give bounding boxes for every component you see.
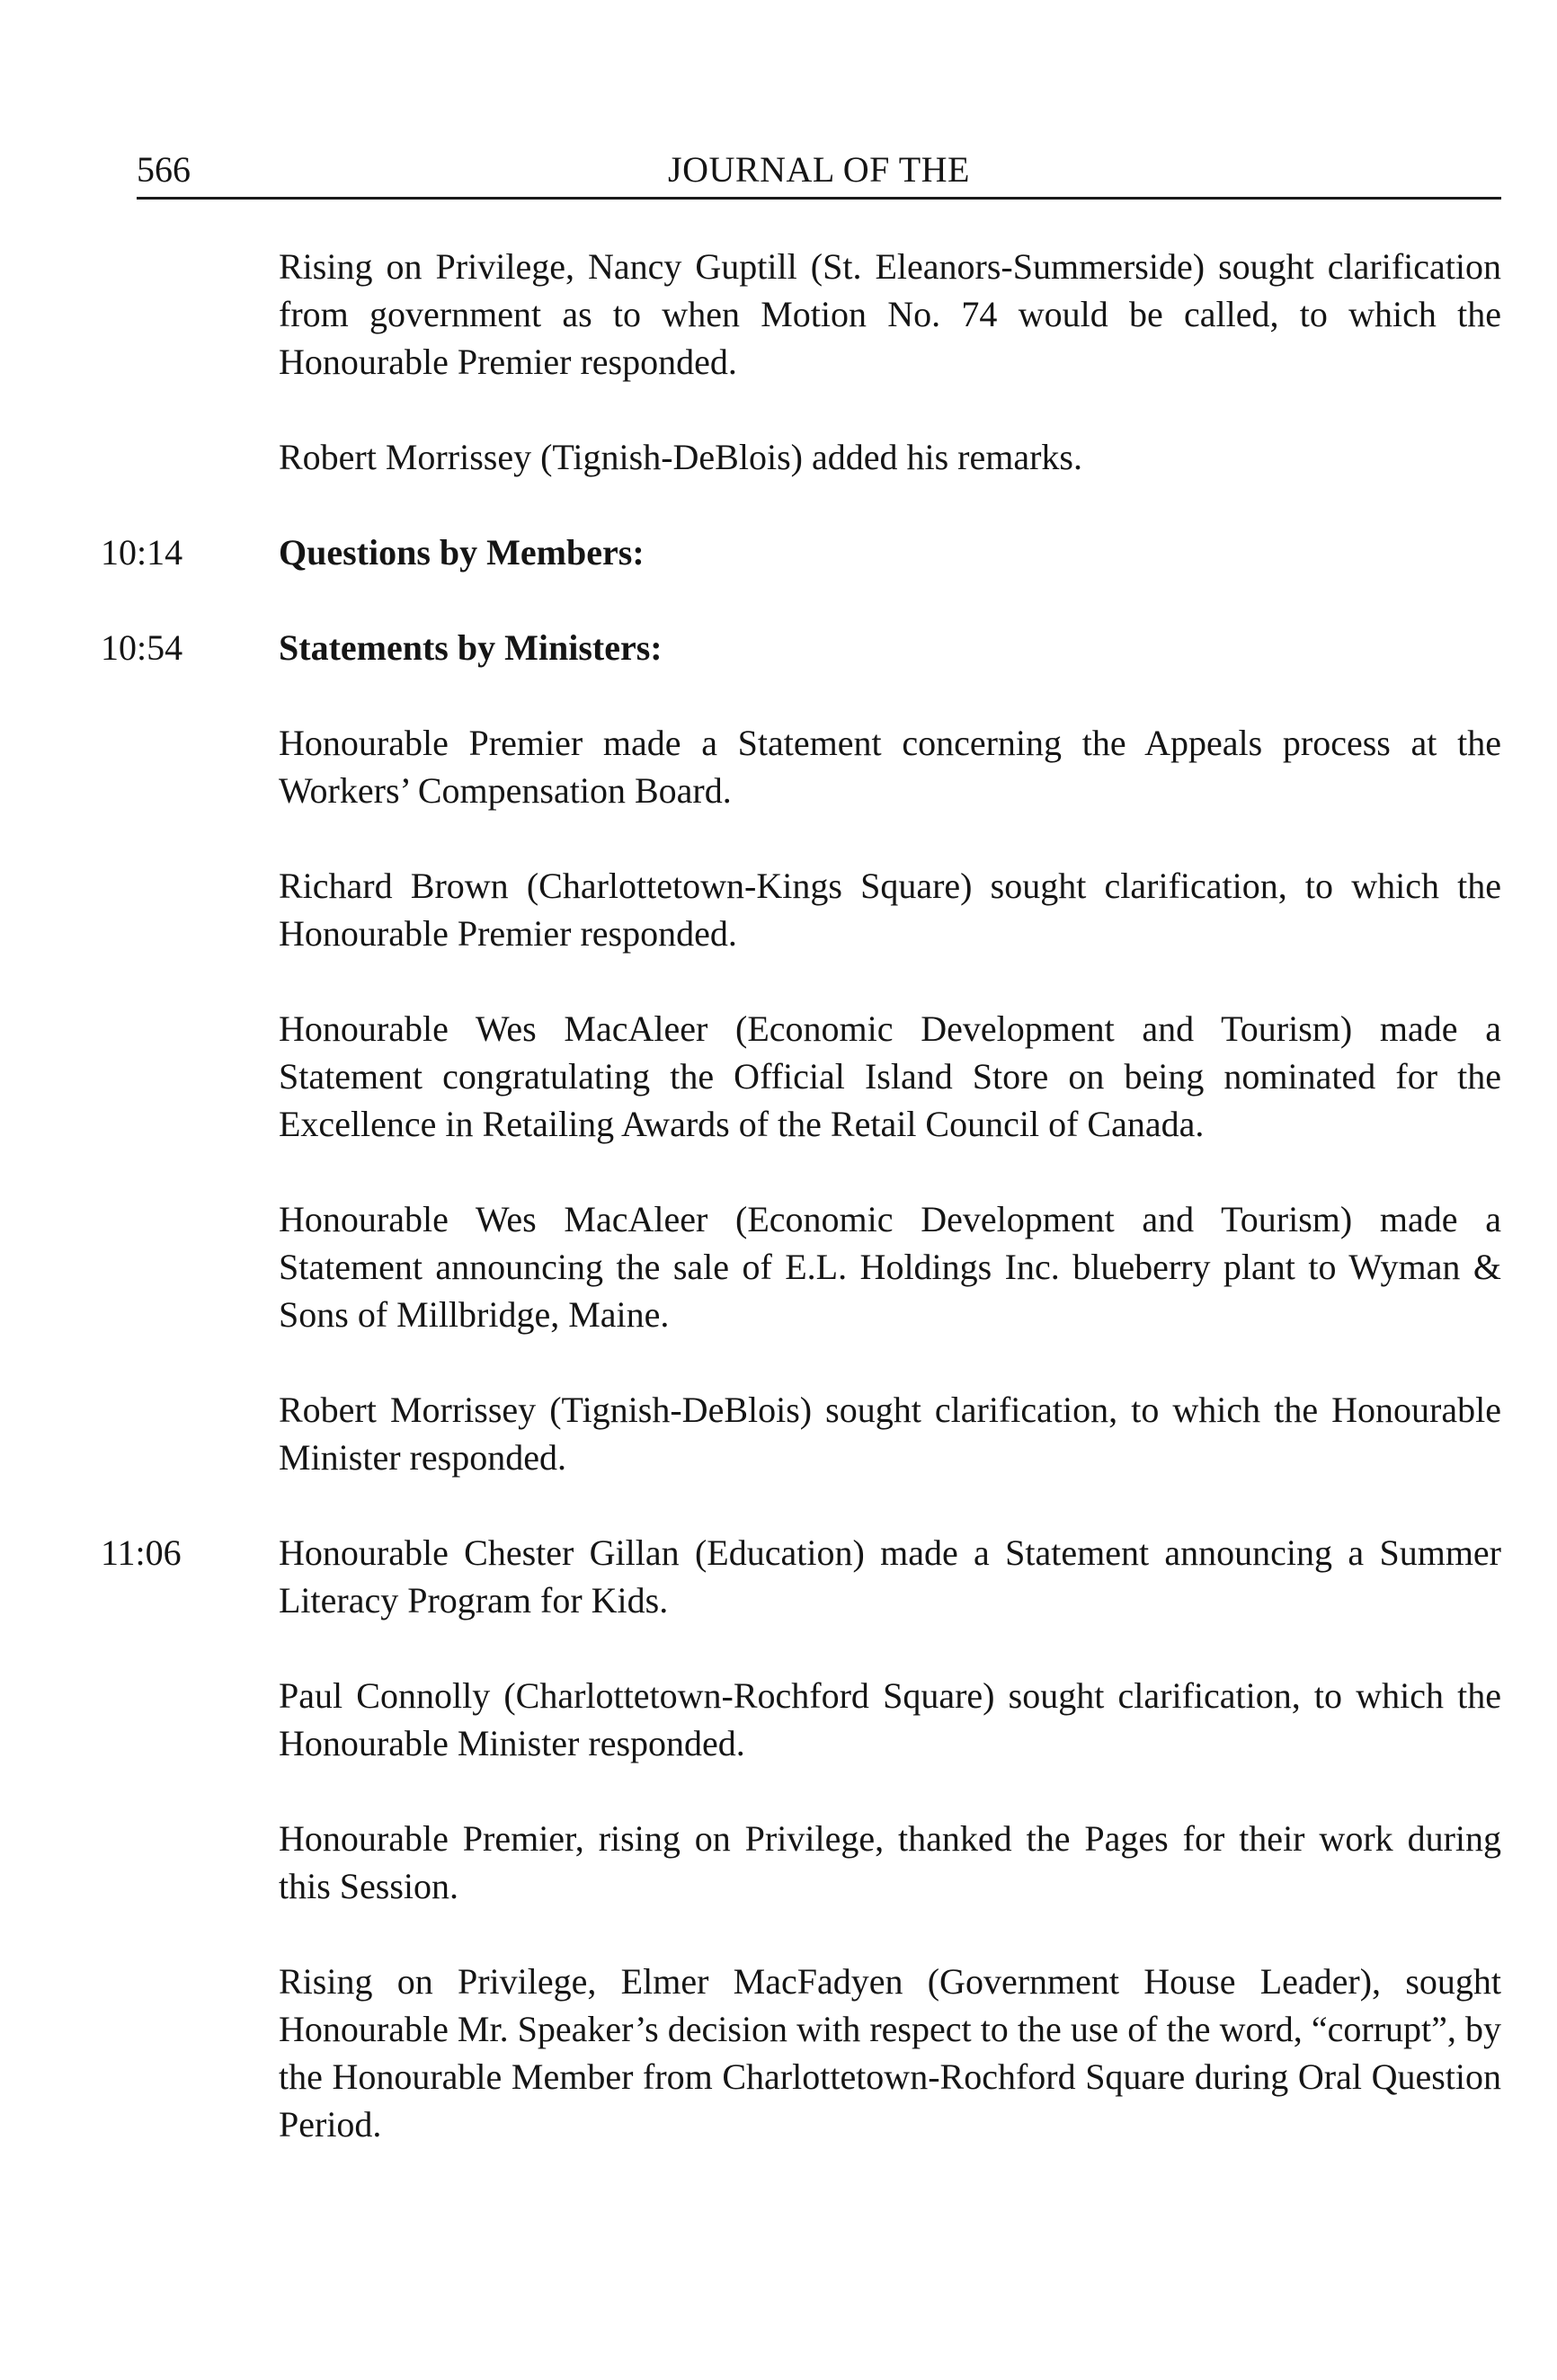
entry-text: Richard Brown (Charlottetown-Kings Square) sought clarification, to which the Honourable Premier responded.: [279, 866, 1501, 954]
journal-entry: [0, 719, 1557, 814]
entry-time: 10:14: [101, 532, 183, 573]
header-rule: [137, 197, 1501, 200]
entry-text: Honourable Premier, rising on Privilege, thanked the Pages for their work during this Session.: [279, 1818, 1501, 1906]
page-header: [137, 146, 1501, 194]
entry-text: Honourable Premier made a Statement concerning the Appeals process at the Workers’ Compensation Board.: [279, 723, 1501, 811]
journal-entry: [0, 624, 1557, 671]
entry-text: Rising on Privilege, Nancy Guptill (St. Eleanors-Summerside) sought clarification from government as to when Motion No. 74 would be called, to which the Honourable Premier responded.: [279, 246, 1501, 382]
journal-entry: [0, 433, 1557, 481]
journal-entry: [0, 1672, 1557, 1767]
journal-entry: [0, 1195, 1557, 1338]
journal-entries: [0, 243, 1557, 2196]
entry-time: 10:54: [101, 627, 183, 668]
journal-entry: [0, 862, 1557, 957]
journal-entry: [0, 1386, 1557, 1481]
page-number: 566: [137, 149, 191, 190]
entry-time: 11:06: [101, 1532, 182, 1573]
entry-text: Robert Morrissey (Tignish-DeBlois) added his remarks.: [279, 437, 1082, 477]
running-head: JOURNAL OF THE: [668, 149, 970, 190]
section-heading: Questions by Members:: [279, 532, 645, 573]
entry-text: Paul Connolly (Charlottetown-Rochford Square) sought clarification, to which the Honourable Minister responded.: [279, 1675, 1501, 1763]
entry-text: Robert Morrissey (Tignish-DeBlois) sought clarification, to which the Honourable Minister responded.: [279, 1390, 1501, 1478]
journal-entry: [0, 1958, 1557, 2148]
journal-entry: [0, 1005, 1557, 1148]
journal-entry: [0, 1529, 1557, 1624]
journal-entry: [0, 528, 1557, 576]
section-heading: Statements by Ministers:: [279, 627, 663, 668]
entry-text: Honourable Chester Gillan (Education) made a Statement announcing a Summer Literacy Program for Kids.: [279, 1532, 1501, 1621]
entry-text: Honourable Wes MacAleer (Economic Development and Tourism) made a Statement announcing the sale of E.L. Holdings Inc. blueberry plant to Wyman & Sons of Millbridge, Maine.: [279, 1199, 1501, 1335]
journal-entry: [0, 1815, 1557, 1910]
entry-text: Rising on Privilege, Elmer MacFadyen (Government House Leader), sought Honourable Mr. Speaker’s decision with respect to the use of the word, “corrupt”, by the Honourable Member from Charlottetown-Rochford Square during Oral Question Period.: [279, 1961, 1501, 2145]
entry-text: Honourable Wes MacAleer (Economic Development and Tourism) made a Statement congratulating the Official Island Store on being nominated for the Excellence in Retailing Awards of the Retail Council of Canada.: [279, 1008, 1501, 1144]
journal-entry: [0, 243, 1557, 386]
